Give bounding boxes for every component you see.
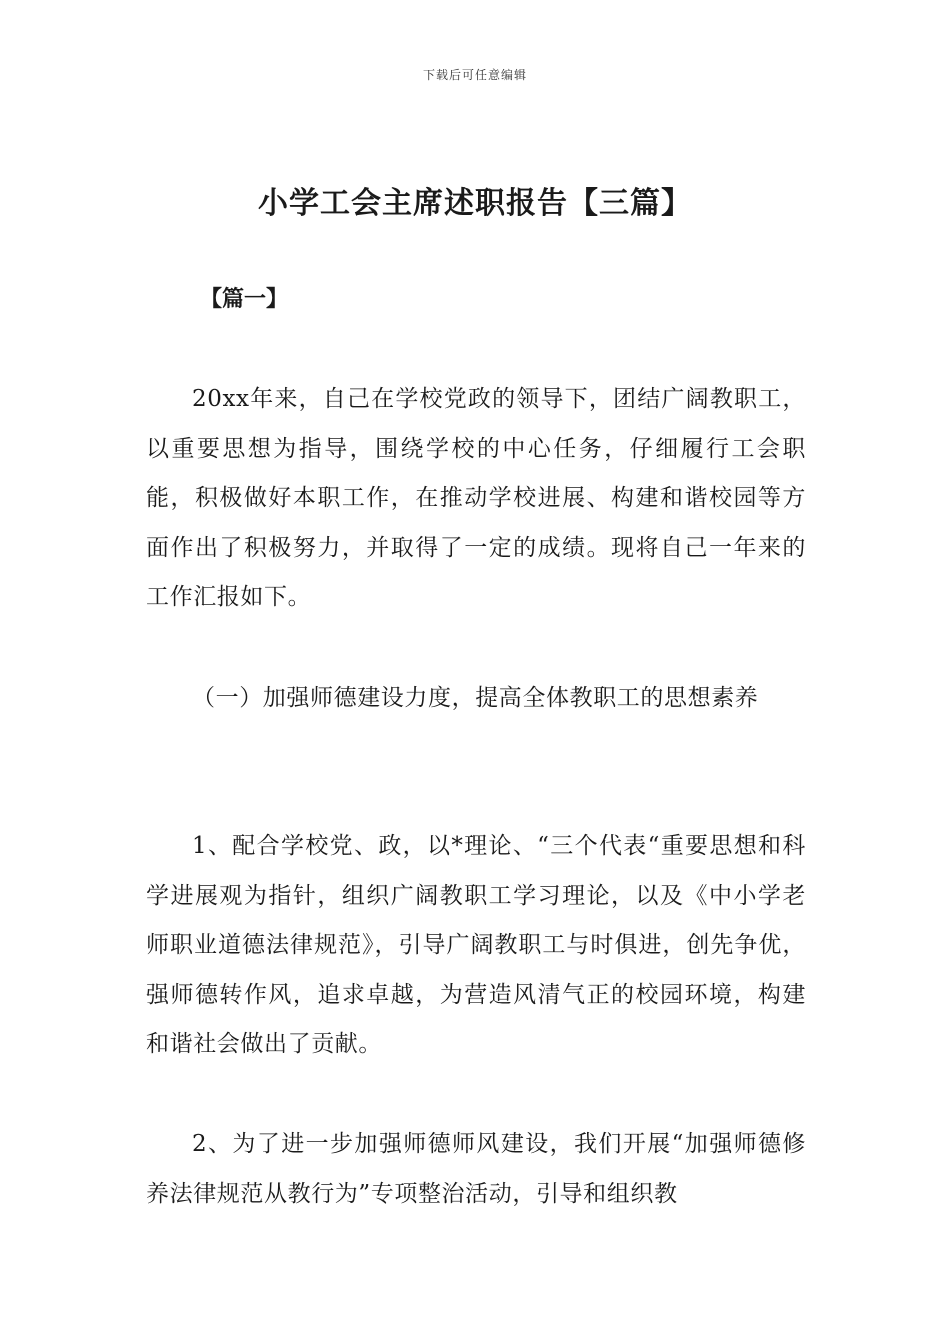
- paragraph-item-2: 2、为了进一步加强师德师风建设，我们开展“加强师德修养法律规范从教行为”专项整治活动，引导和组织教: [146, 1131, 806, 1207]
- paragraph-item-1: 1、配合学校党、政，以*理论、“三个代表“重要思想和科学进展观为指针，组织广阔教职工学习理论，以及《中小学老师职业道德法律规范》，引导广阔教职工与时俱进，创先争优，强师德转作风，追求卓越，为营造风清气正的校园环境，构建和谐社会做出了贡献。: [146, 833, 806, 1057]
- paragraph-heading-1: （一）加强师德建设力度，提高全体教职工的思想素养: [192, 685, 759, 711]
- paragraph-intro: 20xx年来，自己在学校党政的领导下，团结广阔教职工，以重要思想为指导，围绕学校的中心任务，仔细履行工会职能，积极做好本职工作，在推动学校进展、构建和谐校园等方面作出了积极努力，并取得了一定的成绩。现将自己一年来的工作汇报如下。: [146, 386, 806, 610]
- header-note: 下载后可任意编辑: [422, 68, 527, 82]
- section-label: 【篇一】: [200, 287, 289, 312]
- document-title: 小学工会主席述职报告【三篇】: [258, 186, 692, 221]
